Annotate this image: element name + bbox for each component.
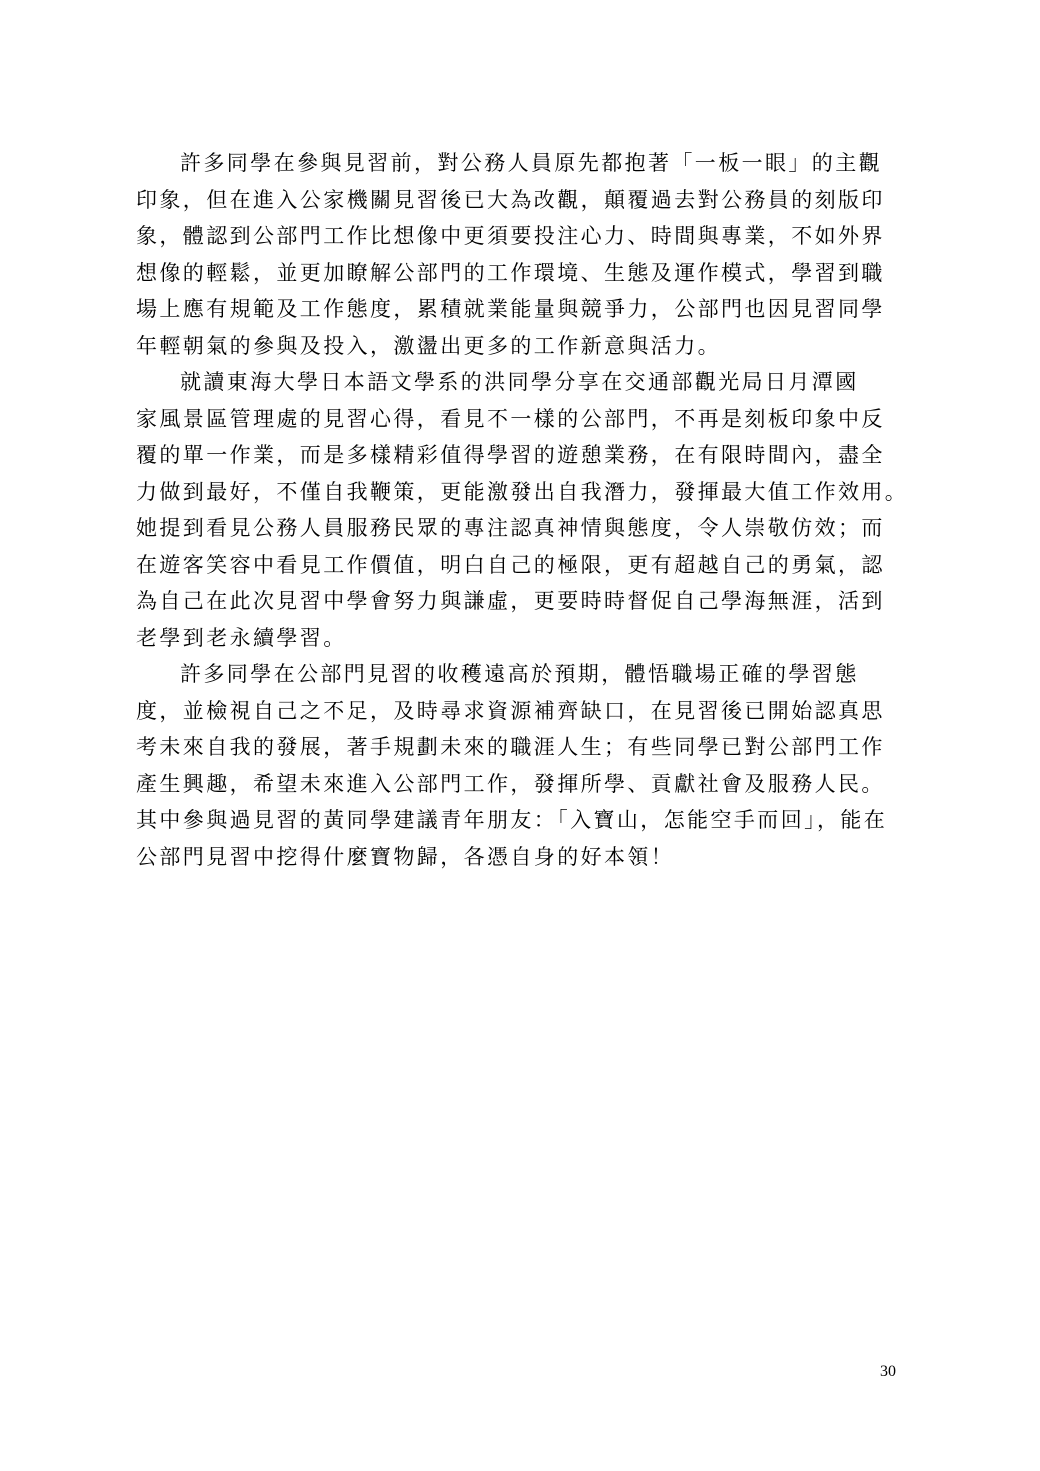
paragraph-line: 家風景區管理處的見習心得，看見不一樣的公部門，不再是刻板印象中反 (136, 406, 885, 431)
paragraph-line: 印象，但在進入公家機關見習後已大為改觀，顛覆過去對公務員的刻版印 (136, 187, 885, 212)
body-text (136, 145, 912, 875)
paragraph-line: 覆的單一作業，而是多樣精彩值得學習的遊憩業務，在有限時間內，盡全 (136, 443, 885, 467)
paragraph-line: 許多同學在參與見習前，對公務人員原先都抱著「一板一眼」的主觀 (180, 151, 882, 175)
paragraph-3 (136, 656, 912, 875)
paragraph-line: 為自己在此次見習中學會努力與謙虛，更要時時督促自己學海無涯，活到 (136, 589, 885, 613)
paragraph-2 (136, 364, 912, 656)
paragraph-1 (136, 145, 912, 364)
paragraph-line: 考未來自我的發展，著手規劃未來的職涯人生；有些同學已對公部門工作 (136, 735, 885, 759)
paragraph-line: 力做到最好，不僅自我鞭策，更能激發出自我潛力，發揮最大值工作效用。 (136, 479, 909, 504)
paragraph-line: 場上應有規範及工作態度，累積就業能量與競爭力，公部門也因見習同學 (136, 297, 885, 321)
paragraph-line: 老學到老永續學習。 (136, 625, 347, 650)
paragraph-line: 她提到看見公務人員服務民眾的專注認真神情與態度，令人崇敬仿效；而 (136, 516, 885, 540)
paragraph-line: 在遊客笑容中看見工作價值，明白自己的極限，更有超越自己的勇氣，認 (136, 552, 885, 577)
paragraph-line: 許多同學在公部門見習的收穫遠高於預期，體悟職場正確的學習態 (180, 662, 859, 686)
paragraph-line: 想像的輕鬆，並更加瞭解公部門的工作環境、生態及運作模式，學習到職 (136, 260, 885, 285)
paragraph-line: 就讀東海大學日本語文學系的洪同學分享在交通部觀光局日月潭國 (180, 370, 859, 394)
paragraph-line: 度，並檢視自己之不足，及時尋求資源補齊缺口，在見習後已開始認真思 (136, 698, 885, 723)
page-number: 30 (880, 1363, 896, 1380)
paragraph-line: 產生興趣，希望未來進入公部門工作，發揮所學、貢獻社會及服務人民。 (136, 771, 885, 796)
paragraph-line: 公部門見習中挖得什麼寶物歸，各憑自身的好本領！ (136, 844, 675, 869)
paragraph-line: 象，體認到公部門工作比想像中更須要投注心力、時間與專業，不如外界 (136, 224, 885, 248)
paragraph-line: 其中參與過見習的黃同學建議青年朋友：「入寶山，怎能空手而回」，能在 (136, 808, 888, 832)
paragraph-line: 年輕朝氣的參與及投入，激盪出更多的工作新意與活力。 (136, 333, 721, 358)
